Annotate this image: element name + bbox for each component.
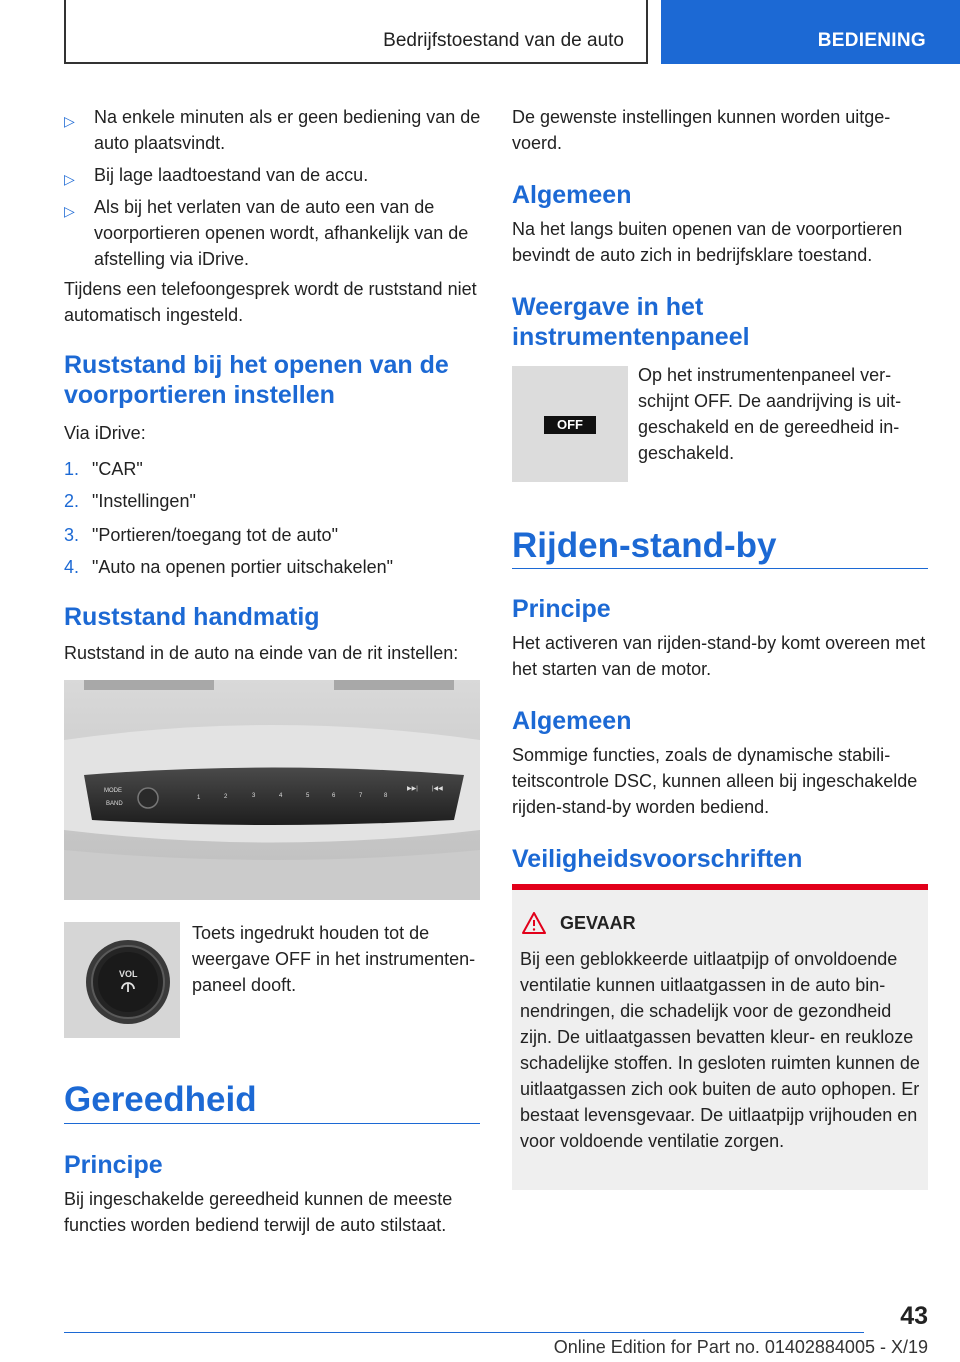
edition-note: Online Edition for Part no. 01402884005 - X/19: [553, 1337, 928, 1357]
mode-button-label: MODE: [104, 788, 122, 794]
paragraph-via-idrive: Via iDrive:: [64, 423, 146, 443]
heading-gereedheid: Gereedheid: [64, 1080, 257, 1119]
vol-knob-illustration: [64, 922, 180, 1038]
next-button-label: ▶▶|: [407, 786, 418, 792]
warning-text: Bij een geblokkeerde uitlaatpijp of onvoldoende ventilatie kunnen uitlaatgassen in de auto binnendringen, die schadelijk voor de gezondheid zijn. De uitlaatgassen bevatten kleur- en reukloze schadelijke stoffen. In gesloten ruimten kunnen de uitlaatgassen zich ook buiten de auto ophopen. Er bestaat levensgevaar. De uitlaatpijp vrijhouden en voor voldoende ventilatie zorgen.: [520, 949, 920, 1151]
preset-8: 8: [384, 793, 388, 799]
step-item: 1. "CAR": [64, 459, 143, 479]
step-item: 4. "Auto na openen portier uitschakelen": [64, 557, 393, 577]
heading-principe-2: Principe: [512, 595, 611, 623]
triangle-bullet-icon: ▷: [64, 113, 75, 129]
header-section-title: Bedrijfstoestand van de auto: [383, 30, 624, 51]
prev-button-label: |◀◀: [432, 786, 443, 792]
paragraph-principe-2: Het activeren van rijden-stand-by komt overeen met het starten van de motor.: [512, 633, 926, 679]
step-item: 2. "Instellingen": [64, 491, 196, 511]
heading-rijden-stand-by: Rijden-stand-by: [512, 526, 777, 565]
triangle-bullet-icon: ▷: [64, 171, 75, 187]
paragraph-settings: De gewenste instellingen kunnen worden uitgevoerd.: [512, 107, 891, 153]
preset-5: 5: [306, 793, 310, 799]
section-rule: [64, 1123, 480, 1124]
paragraph-algemeen-2: Sommige functies, zoals de dynamische stabiliteitscontrole DSC, kunnen alleen bij ingeschakelde rijden-stand-by worden bediend.: [512, 745, 918, 817]
preset-2: 2: [224, 794, 228, 800]
paragraph-algemeen: Na het langs buiten openen van de voorportieren bevindt de auto zich in bedrijfsklare toestand.: [512, 219, 903, 265]
heading-ruststand-handmatig: Ruststand handmatig: [64, 603, 320, 631]
bullet-item: ▷ Bij lage laadtoestand van de accu.: [64, 162, 482, 188]
paragraph-principe: Bij ingeschakelde gereedheid kunnen de meeste functies worden bediend terwijl de auto stilstaat.: [64, 1189, 453, 1235]
warning-box: [512, 884, 928, 1190]
preset-6: 6: [332, 793, 336, 799]
page-number: 43: [900, 1302, 928, 1330]
heading-weergave: Weergave in het instrumentenpaneel: [512, 293, 750, 351]
header-chapter-tab: [661, 0, 960, 64]
vol-label: VOL: [119, 969, 138, 979]
header-chapter-label: BEDIENING: [817, 30, 926, 51]
console-photo: [64, 680, 480, 900]
preset-1: 1: [197, 795, 201, 801]
step-item: 3. "Portieren/toegang tot de auto": [64, 525, 338, 545]
heading-principe: Principe: [64, 1151, 163, 1179]
bullet-item: ▷ Na enkele minuten als er geen bediening van de auto plaatsvindt.: [64, 107, 481, 153]
preset-3: 3: [252, 793, 256, 799]
footer-rule: [64, 1332, 864, 1333]
paragraph-handmatig: Ruststand in de auto na einde van de rit instellen:: [64, 643, 459, 663]
paragraph-weergave: Op het instrumentenpaneel verschijnt OFF. De aandrijving is uitgeschakeld en de gereedheid ingeschakeld.: [638, 365, 902, 463]
preset-4: 4: [279, 793, 283, 799]
paragraph-hold-button: Toets ingedrukt houden tot de weergave OFF in het instrumentenpaneel dooft.: [192, 923, 476, 995]
heading-algemeen: Algemeen: [512, 181, 632, 209]
warning-bar: [512, 884, 928, 890]
section-rule: [512, 568, 928, 569]
warning-title: GEVAAR: [560, 913, 636, 933]
heading-algemeen-2: Algemeen: [512, 707, 632, 735]
heading-ruststand-open: Ruststand bij het openen van de voorportieren instellen: [64, 351, 449, 409]
header-section-box: [64, 0, 648, 64]
off-badge: OFF: [544, 416, 596, 434]
bullet-item: ▷ Als bij het verlaten van de auto een van de voorportieren openen wordt, afhankelijk van de afstelling via iDrive.: [64, 197, 469, 269]
band-button-label: BAND: [106, 801, 123, 807]
heading-veiligheid: Veiligheidsvoorschriften: [512, 845, 803, 873]
vol-knob-photo: [64, 922, 180, 1038]
paragraph-phone-call: Tijdens een telefoongesprek wordt de ruststand niet automatisch ingesteld.: [64, 279, 477, 325]
preset-7: 7: [359, 793, 363, 799]
triangle-bullet-icon: ▷: [64, 203, 75, 219]
instrument-off-image: [512, 366, 628, 482]
warning-triangle-icon: [522, 912, 546, 934]
